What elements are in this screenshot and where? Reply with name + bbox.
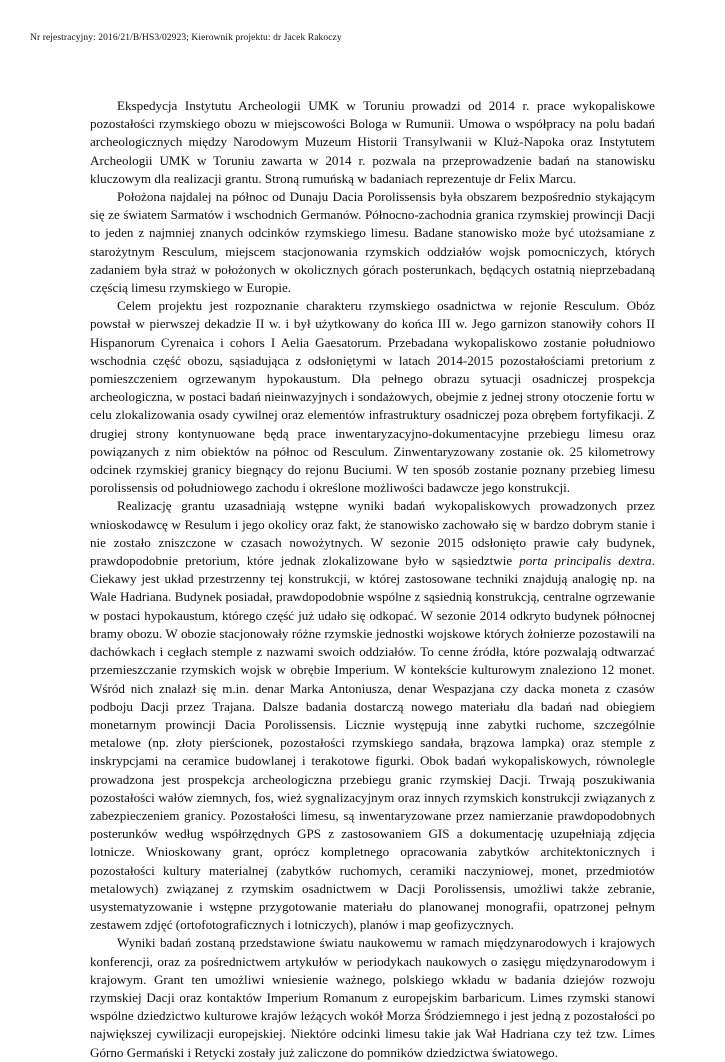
paragraph-2: Położona najdalej na północ od Dunaju Dacia Porolissensis była obszarem bezpośrednio stykającym się ze światem Sarmatów i wschodnich Germanów. Północno-zachodnia granica rzymskiej prowincji Dacji to jeden z najmniej znanych odcinków rzymskiego limesu. Badane stanowisko może być utożsamiane z starożytnym Resculum, miejscem stacjonowania rzymskich oddziałów wojsk pomocniczych, których zadaniem była straż w położonych w okolicznych górach posterunkach, będących ostatnią nieprzebadaną częścią limesu rzymskiego w Europie. <box>90 189 655 296</box>
document-body <box>90 97 655 1062</box>
paragraph-5: Wyniki badań zostaną przedstawione światu naukowemu w ramach międzynarodowych i krajowych konferencji, oraz za pośrednictwem artykułów w periodykach naukowych o zasięgu międzynarodowym i krajowym. Grant ten umożliwi wniesienie ważnego, polskiego wkładu w badania dziejów rozwoju rzymskiej Dacji oraz kontaktów Imperium Romanum z europejskim barbaricum. Limes rzymski stanowi wspólne dziedzictwo kulturowe krajów leżących wokół Morza Śródziemnego i jest jedną z pozostałości po największej cywilizacji europejskiej. Niektóre odcinki limesu takie jak Wał Hadriana czy też tzw. Limes Górno Germański i Retycki zostały już zaliczone do pomników dziedzictwa światowego. <box>90 935 655 1060</box>
paragraph-4-start: Realizację grantu uzasadniają wstępne wyniki badań wykopaliskowych prowadzonych przez wnioskodawcę w Resulum i jego okolicy oraz fakt, że stanowisko zachowało się w bardzo dobrym stanie i nie zostało zniszczone w czasach nowożytnych. W sezonie 2015 odsłonięto prawie cały budynek, prawdopodobnie pretorium, które jednak zlokalizowane było w sąsiedztwie <box>90 498 655 569</box>
paragraph-4 <box>90 497 655 934</box>
paragraph-4-italic-term: porta principalis dextra <box>519 553 652 569</box>
paragraph-4-rest: . Ciekawy jest układ przestrzenny tej konstrukcji, w której zastosowane techniki znajdują analogię np. na Wale Hadriana. Budynek posiadał, prawdopodobnie wspólne z sąsiednią konstrukcją, centralne ogrzewanie w postaci hypokaustum, którego część już udało się odkopać. W sezonie 2014 odkryto budynek północnej bramy obozu. W obozie stacjonowały różne rzymskie jednostki wojskowe których żołnierze pozostawili na dachówkach i cegłach stemple z nazwami swoich oddziałów. To cenne źródła, które pozwalają odtwarzać przemieszczanie rzymskich wojsk w obrębie Imperium. W kontekście kulturowym znaleziono 12 monet. Wśród nich znalazł się m.in. denar Marka Antoniusza, denar Wespazjana czy dacka moneta z czasów podboju Dacji przez Trajana. Dalsze badania dostarczą nowego materiału dla badań nad obiegiem monetarnym prowincji Dacia Porolissensis. Licznie występują inne zabytki ruchome, szczególnie metalowe (np. złoty pierścionek, pozostałości rzymskiego sandała, brązowa lampka) oraz stemple z inskrypcjami na ceramice budowlanej i terakotowe figurki. Obok badań wykopaliskowych, równolegle prowadzona jest prospekcja archeologiczna przebiegu granic rzymskiej Dacji. Trwają poszukiwania pozostałości wałów ziemnych, fos, wież sygnalizacyjnym oraz innych rzymskich konstrukcji związanych z zabezpieczeniem granicy. Pozostałości limesu, są inwentaryzowane przez namierzanie prawdopodobnych posterunków według współrzędnych GPS z zastosowaniem GIS a dokumentację uzupełniają zdjęcia lotnicze. Wnioskowany grant, oprócz kompletnego opracowania zabytków architektonicznych i pozostałości kultury materialnej (zabytków ruchomych, ceramiki naczyniowej, monet, przedmiotów metalowych) związanej z rzymskim osadnictwem w Dacji Porolissensis, umożliwi także zebranie, usystematyzowanie i wstępne przygotowanie materiału do planowanej monografii, opatrzonej pełnym zestawem zdjęć (ortofotograficznych i lotniczych), planów i map geofizycznych. <box>90 553 655 933</box>
paragraph-1: Ekspedycja Instytutu Archeologii UMK w Toruniu prowadzi od 2014 r. prace wykopaliskowe pozostałości rzymskiego obozu w miejscowości Bologa w Rumunii. Umowa o współpracy na polu badań archeologicznych między Narodowym Muzeum Historii Transylwanii w Kluż-Napoka oraz Instytutem Archeologii UMK w Toruniu zawarta w 2014 r. pozwala na przeprowadzenie badań na stanowisku kluczowym dla realizacji grantu. Stroną rumuńską w badaniach reprezentuje dr Felix Marcu. <box>90 98 655 186</box>
paragraph-3: Celem projektu jest rozpoznanie charakteru rzymskiego osadnictwa w rejonie Resculum. Obóz powstał w pierwszej dekadzie II w. i był użytkowany do końca III w. Jego garnizon stanowiły cohors II Hispanorum Cyrenaica i cohors I Aelia Gaesatorum. Przebadana wykopaliskowo zostanie południowo wschodnia część obozu, sąsiadująca z odsłoniętymi w latach 2014-2015 pozostałościami pretorium z pomieszczeniem ogrzewanym hypokaustum. Dla pełnego obrazu sytuacji osadniczej prospekcja archeologiczna, w postaci badań nieinwazyjnych i sondażowych, obejmie z jednej strony otoczenie fortu w celu zlokalizowania osady cywilnej oraz elementów infrastruktury osadniczej poza obrębem fortyfikacji. Z drugiej strony kontynuowane będą prace inwentaryzacyjno-dokumentacyjne przebiegu limesu oraz powiązanych z nim obiektów na północ od Resculum. Zinwentaryzowany zostanie ok. 25 kilometrowy odcinek rzymskiej granicy biegnący do rejonu Buciumi. W ten sposób zostanie poznany przebieg limesu porolissensis od południowego zachodu i określone możliwości badawcze jego konstrukcji. <box>90 298 655 496</box>
project-registration-header: Nr rejestracyjny: 2016/21/B/HS3/02923; Kierownik projektu: dr Jacek Rakoczy <box>30 33 342 43</box>
